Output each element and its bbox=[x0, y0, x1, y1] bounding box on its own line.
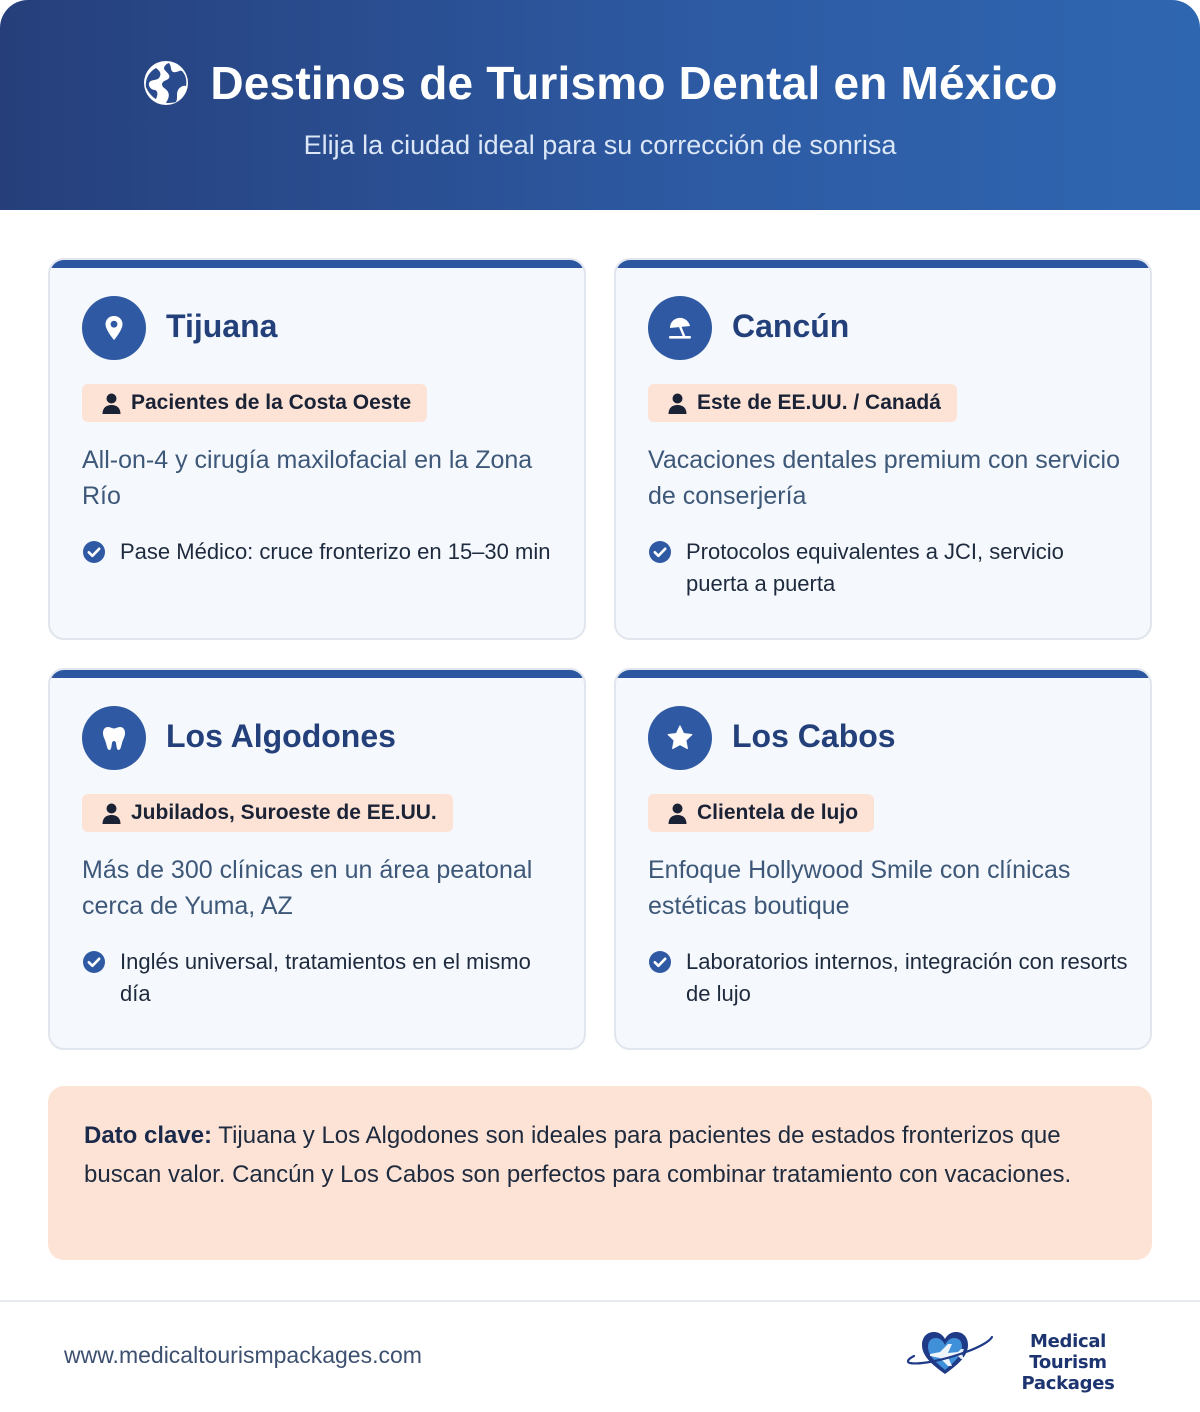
page-title: Destinos de Turismo Dental en México bbox=[210, 57, 1058, 109]
audience-label: Este de EE.UU. / Canadá bbox=[697, 391, 941, 414]
page-header bbox=[0, 0, 1200, 210]
card-description: All-on-4 y cirugía maxilofacial en la Zona Río bbox=[82, 446, 533, 510]
card-icon-badge bbox=[648, 706, 712, 770]
logo-text bbox=[996, 1331, 1140, 1394]
destination-card-cancun bbox=[614, 258, 1152, 640]
logo-line-1: Medical Tourism bbox=[1029, 1331, 1107, 1373]
card-title: Los Algodones bbox=[166, 718, 396, 754]
feature-text: Pase Médico: cruce fronterizo en 15–30 min bbox=[120, 539, 551, 564]
key-fact-label: Dato clave: bbox=[84, 1122, 213, 1149]
card-icon-badge bbox=[82, 706, 146, 770]
page-subtitle: Elija la ciudad ideal para su corrección de sonrisa bbox=[303, 130, 897, 160]
check-circle-icon bbox=[648, 540, 672, 564]
check-circle-icon bbox=[82, 950, 106, 974]
destination-card-los-cabos bbox=[614, 668, 1152, 1050]
card-description: Más de 300 clínicas en un área peatonal cerca de Yuma, AZ bbox=[82, 856, 533, 920]
feature-text: Laboratorios internos, integración con resorts de lujo bbox=[686, 949, 1128, 1006]
umbrella-beach-icon bbox=[665, 313, 695, 343]
check-circle-icon bbox=[82, 540, 106, 564]
footer-divider bbox=[0, 1300, 1200, 1302]
tooth-icon bbox=[99, 723, 129, 753]
destination-card-tijuana bbox=[48, 258, 586, 640]
user-icon bbox=[102, 803, 121, 824]
feature-text: Protocolos equivalentes a JCI, servicio puerta a puerta bbox=[686, 539, 1064, 596]
card-description: Vacaciones dentales premium con servicio de conserjería bbox=[648, 446, 1120, 510]
audience-badge bbox=[82, 794, 453, 832]
audience-badge bbox=[648, 794, 874, 832]
brand-logo bbox=[904, 1326, 1144, 1394]
card-icon-badge bbox=[648, 296, 712, 360]
title-row bbox=[0, 56, 1200, 110]
check-circle-icon bbox=[648, 950, 672, 974]
feature-text: Inglés universal, tratamientos en el mismo día bbox=[120, 949, 531, 1006]
audience-label: Jubilados, Suroeste de EE.UU. bbox=[131, 801, 437, 824]
audience-label: Clientela de lujo bbox=[697, 801, 859, 824]
user-icon bbox=[668, 803, 687, 824]
card-description: Enfoque Hollywood Smile con clínicas estéticas boutique bbox=[648, 856, 1071, 920]
card-feature bbox=[82, 946, 562, 1010]
card-feature bbox=[648, 946, 1128, 1010]
star-icon bbox=[665, 723, 695, 753]
key-fact-box bbox=[48, 1086, 1152, 1260]
card-feature bbox=[648, 536, 1128, 600]
globe-icon bbox=[142, 59, 190, 107]
card-icon-badge bbox=[82, 296, 146, 360]
card-title: Los Cabos bbox=[732, 718, 896, 754]
user-icon bbox=[668, 393, 687, 414]
footer-url[interactable]: www.medicaltourismpackages.com bbox=[64, 1342, 422, 1368]
audience-label: Pacientes de la Costa Oeste bbox=[131, 391, 412, 414]
logo-line-2: Packages bbox=[1021, 1373, 1115, 1394]
map-pin-icon bbox=[99, 313, 129, 343]
audience-badge bbox=[82, 384, 427, 422]
card-feature bbox=[82, 536, 562, 568]
card-title: Cancún bbox=[732, 308, 850, 344]
card-title: Tijuana bbox=[166, 308, 278, 344]
audience-badge bbox=[648, 384, 957, 422]
user-icon bbox=[102, 393, 121, 414]
heart-plane-logo-icon bbox=[904, 1326, 1000, 1382]
key-fact-text: Tijuana y Los Algodones son ideales para pacientes de estados fronterizos que buscan valor. Cancún y Los Cabos son perfectos para combinar tratamiento con vacaciones. bbox=[84, 1122, 1072, 1188]
destination-card-los-algodones bbox=[48, 668, 586, 1050]
